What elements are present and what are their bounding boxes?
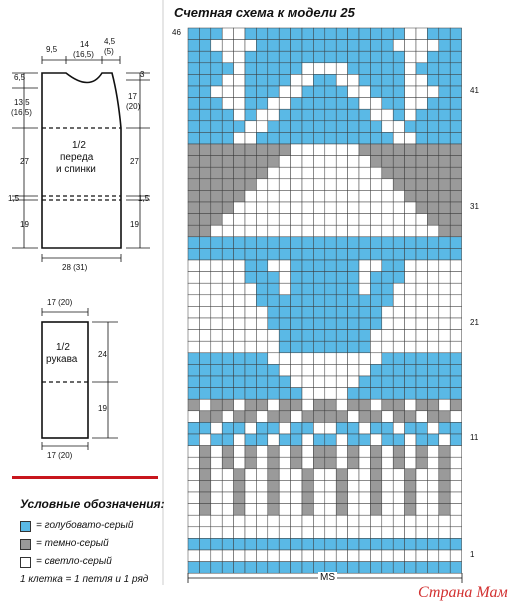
pattern-row-11-label: 11 [470, 433, 479, 442]
pattern-row-31-label: 31 [470, 202, 479, 211]
right-armhole-b: (20) [126, 102, 141, 111]
legend-note: 1 клетка = 1 петля и 1 ряд [20, 574, 149, 585]
pattern-row-46-label: 46 [172, 28, 181, 37]
sleeve-bottom-width: 17 (20) [47, 451, 73, 460]
left-shoulder: 6,5 [14, 73, 26, 82]
legend-item-blue: = голубовато-серый [36, 520, 134, 531]
sleeve-right-bottom: 19 [98, 404, 107, 413]
pattern-title: Счетная схема к модели 25 [174, 5, 355, 20]
body-label-1: 1/2 [72, 140, 86, 151]
right-small: 1,5 [138, 194, 150, 203]
pattern-row-21-label: 21 [470, 318, 479, 327]
left-mid: 27 [20, 157, 29, 166]
watermark: Страна Мам [418, 584, 508, 601]
ms-label: MS [320, 572, 335, 583]
left-bottom: 19 [20, 220, 29, 229]
left-small: 1,5 [8, 194, 20, 203]
sleeve-label-1: 1/2 [56, 342, 70, 353]
left-armhole-b: (16,5) [11, 108, 32, 117]
pattern-row-1-label: 1 [470, 550, 475, 559]
legend-title: Условные обозначения: [20, 497, 165, 511]
body-label-2: переда [60, 152, 94, 163]
top-mid-width-a: 14 [80, 40, 89, 49]
sleeve-top-width: 17 (20) [47, 298, 73, 307]
right-mid: 27 [130, 157, 139, 166]
top-right-width-b: (5) [104, 47, 114, 56]
right-bottom: 19 [130, 220, 139, 229]
body-label-3: и спинки [56, 164, 96, 175]
legend-item-dark-gray: = темно-серый [36, 538, 109, 549]
pattern-row-41-label: 41 [470, 86, 479, 95]
left-armhole-a: 13,5 [14, 98, 30, 107]
top-mid-width-b: (16,5) [73, 50, 94, 59]
right-armhole-a: 17 [128, 92, 137, 101]
legend-item-light-gray: = светло-серый [36, 556, 112, 567]
right-top: 3 [140, 70, 145, 79]
top-right-width-a: 4,5 [104, 37, 116, 46]
sleeve-label-2: рукава [46, 354, 78, 365]
body-bottom-width: 28 (31) [62, 263, 88, 272]
sleeve-right-top: 24 [98, 350, 107, 359]
top-left-width: 9,5 [46, 45, 58, 54]
